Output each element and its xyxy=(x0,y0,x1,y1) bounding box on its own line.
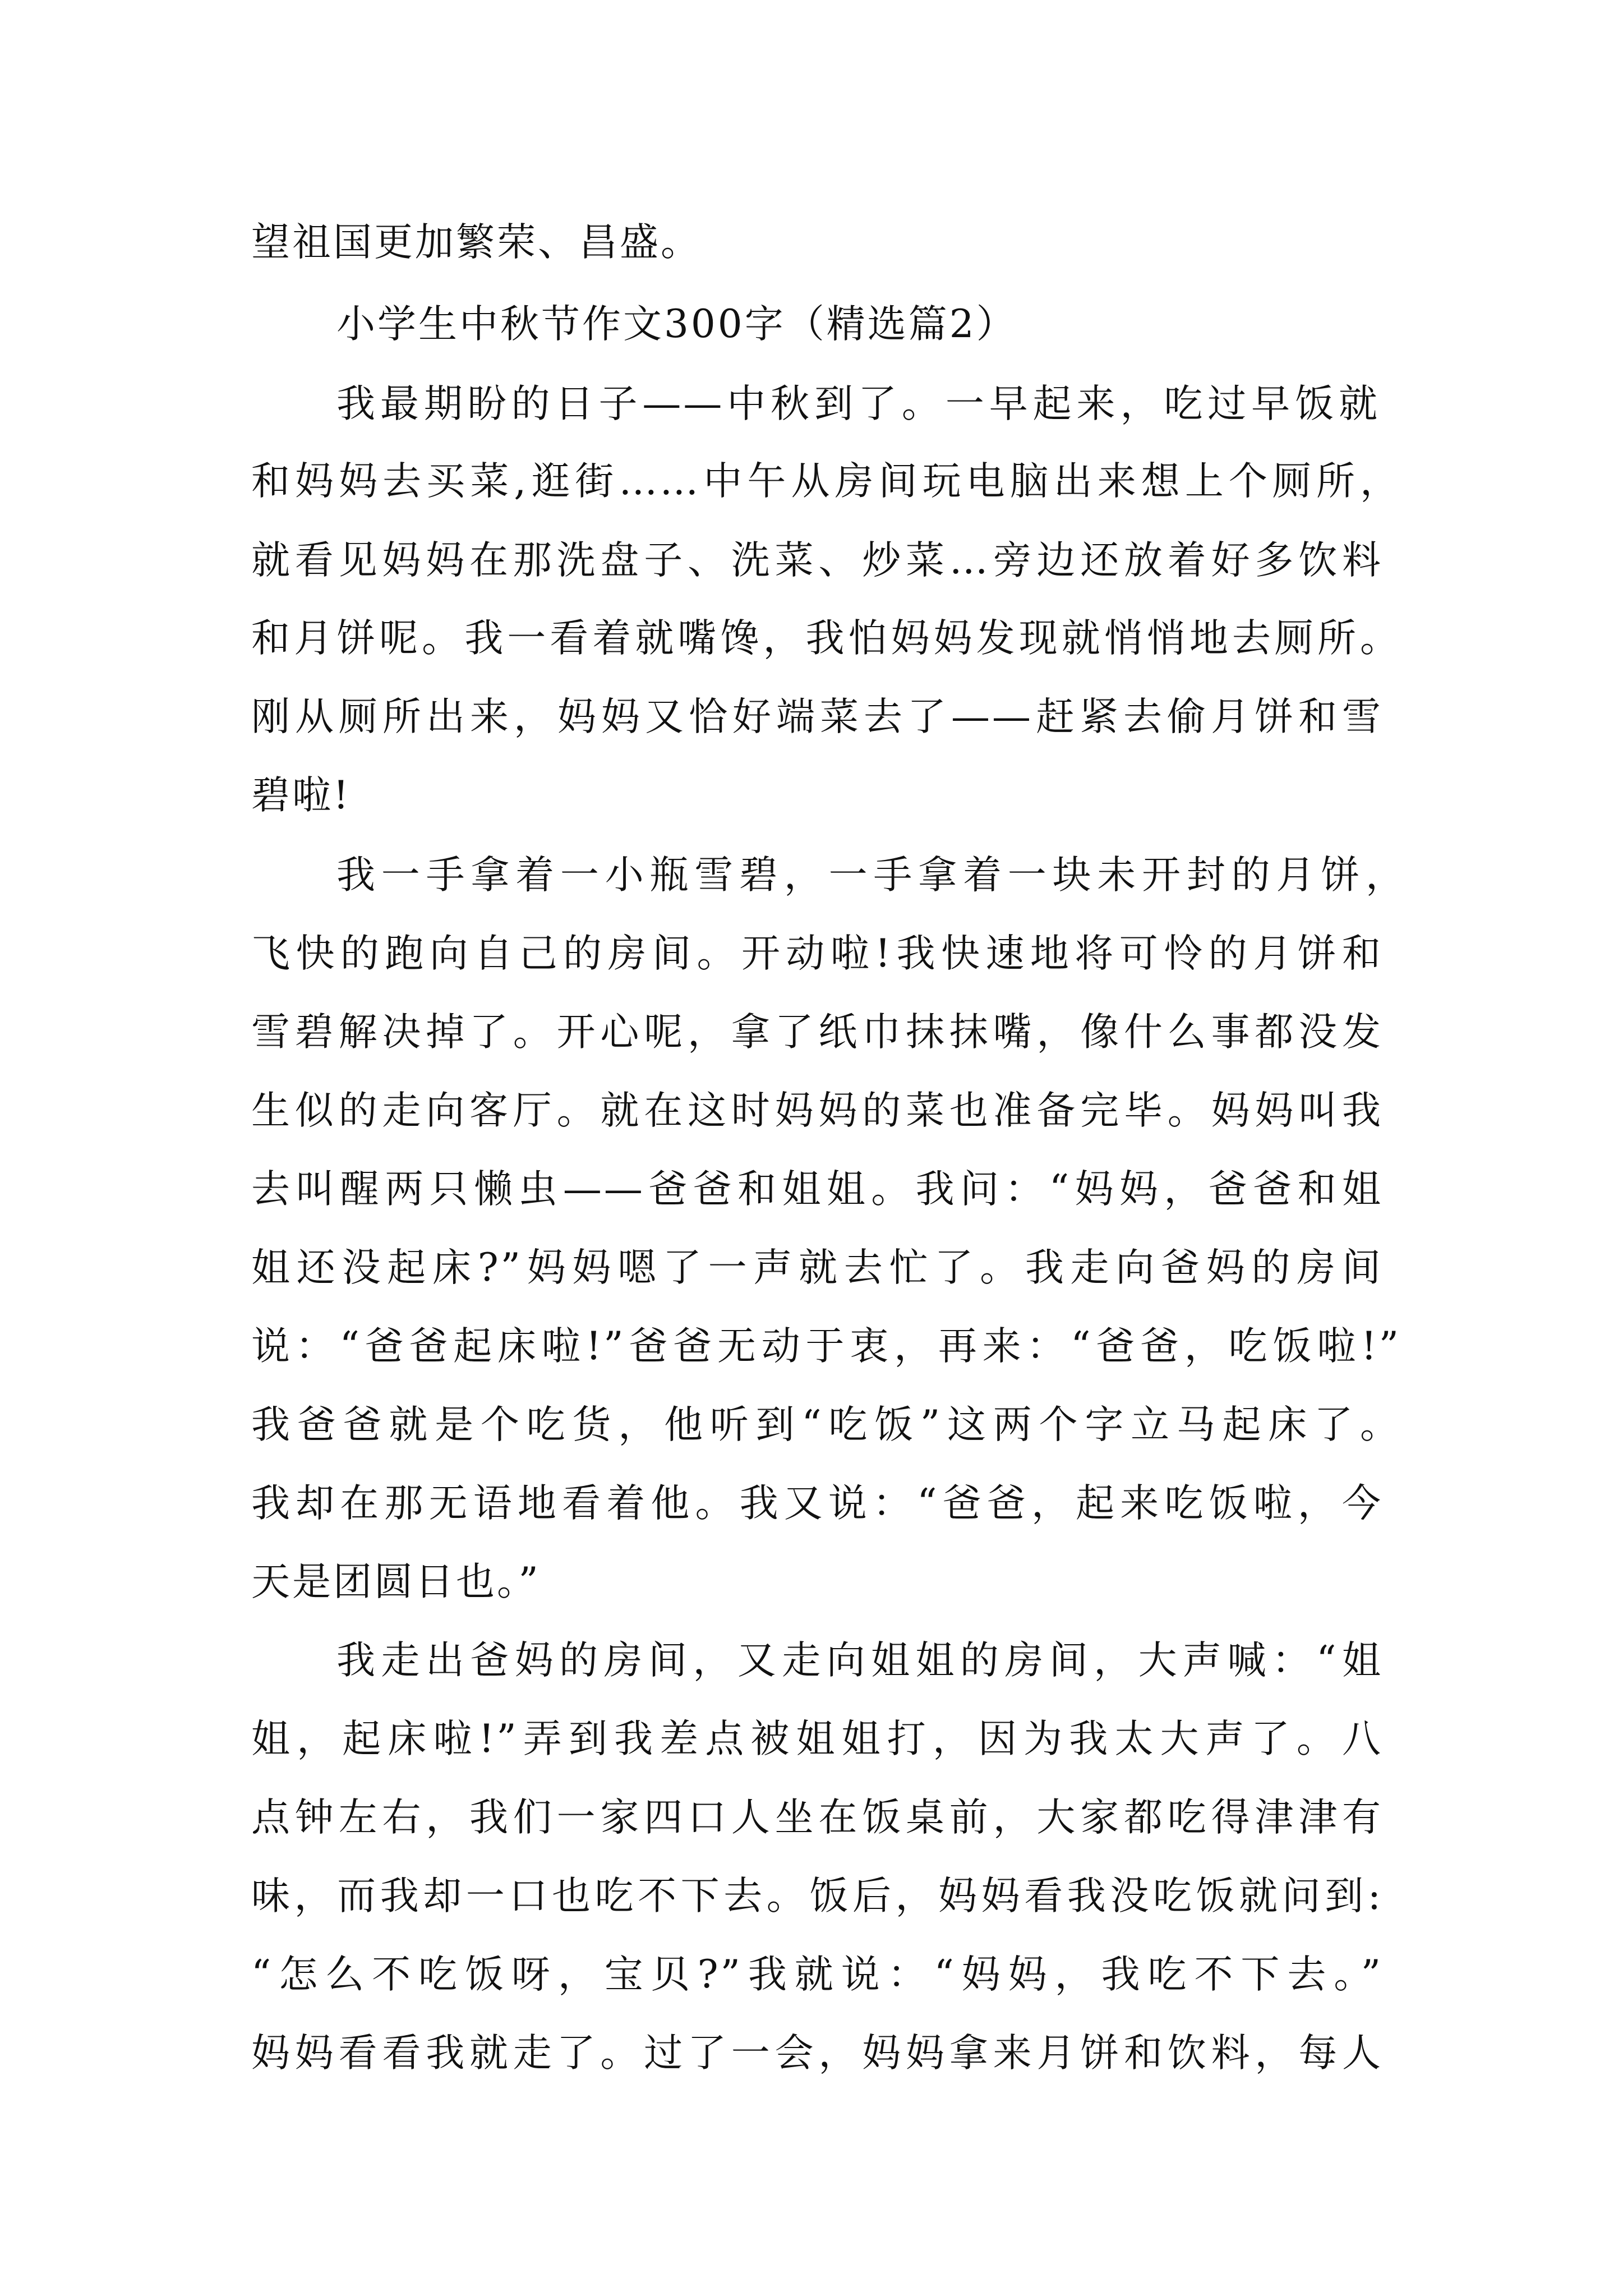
paragraph-first-line: 我一手拿着一小瓶雪碧，一手拿着一块未开封的月饼， xyxy=(336,853,1407,898)
text-line: 刚从厕所出来，妈妈又恰好端菜去了——赶紧去偷月饼和雪 xyxy=(251,694,1383,739)
text-line: 妈妈看看我就走了。过了一会，妈妈拿来月饼和饮料，每人 xyxy=(251,2031,1383,2076)
text-line: 天是团圆日也。” xyxy=(251,1559,541,1604)
text-line: 雪碧解决掉了。开心呢，拿了纸巾抹抹嘴，像什么事都没发 xyxy=(251,1010,1383,1055)
text-line: 去叫醒两只懒虫——爸爸和姐姐。我问：“妈妈，爸爸和姐 xyxy=(251,1167,1383,1212)
text-line: 姐还没起床?”妈妈嗯了一声就去忙了。我走向爸妈的房间 xyxy=(251,1245,1383,1290)
text-line: 味，而我却一口也吃不下去。饭后，妈妈看我没吃饭就问到: xyxy=(251,1874,1383,1918)
text-line: 我却在那无语地看着他。我又说：“爸爸，起来吃饭啦，今 xyxy=(251,1481,1383,1526)
text-line: 就看见妈妈在那洗盘子、洗菜、炒菜…旁边还放着好多饮料 xyxy=(251,538,1383,583)
text-line: 碧啦! xyxy=(251,773,351,818)
text-line: 和妈妈去买菜,逛街……中午从房间玩电脑出来想上个厕所， xyxy=(251,459,1401,504)
text-line: “怎么不吃饭呀，宝贝?”我就说：“妈妈，我吃不下去。” xyxy=(251,1952,1383,1997)
text-line: 姐，起床啦!”弄到我差点被姐姐打，因为我太大声了。八 xyxy=(251,1717,1383,1761)
paragraph-first-line: 我走出爸妈的房间，又走向姐姐的房间，大声喊：“姐 xyxy=(336,1638,1383,1683)
text-line: 我爸爸就是个吃货，他听到“吃饭”这两个字立马起床了。 xyxy=(251,1402,1401,1447)
section-heading: 小学生中秋节作文300字（精选篇2） xyxy=(336,302,1017,347)
text-line: 点钟左右，我们一家四口人坐在饭桌前，大家都吃得津津有 xyxy=(251,1795,1383,1840)
text-line: 和月饼呢。我一看着就嘴馋，我怕妈妈发现就悄悄地去厕所。 xyxy=(251,616,1401,661)
text-line: 说：“爸爸起床啦!”爸爸无动于衷，再来：“爸爸，吃饭啦!” xyxy=(251,1324,1401,1369)
text-line: 望祖国更加繁荣、昌盛。 xyxy=(251,220,702,265)
text-line: 生似的走向客厅。就在这时妈妈的菜也准备完毕。妈妈叫我 xyxy=(251,1088,1383,1133)
paragraph-first-line: 我最期盼的日子——中秋到了。一早起来，吃过早饭就 xyxy=(336,381,1380,426)
text-line: 飞快的跑向自己的房间。开动啦!我快速地将可怜的月饼和 xyxy=(251,931,1383,976)
